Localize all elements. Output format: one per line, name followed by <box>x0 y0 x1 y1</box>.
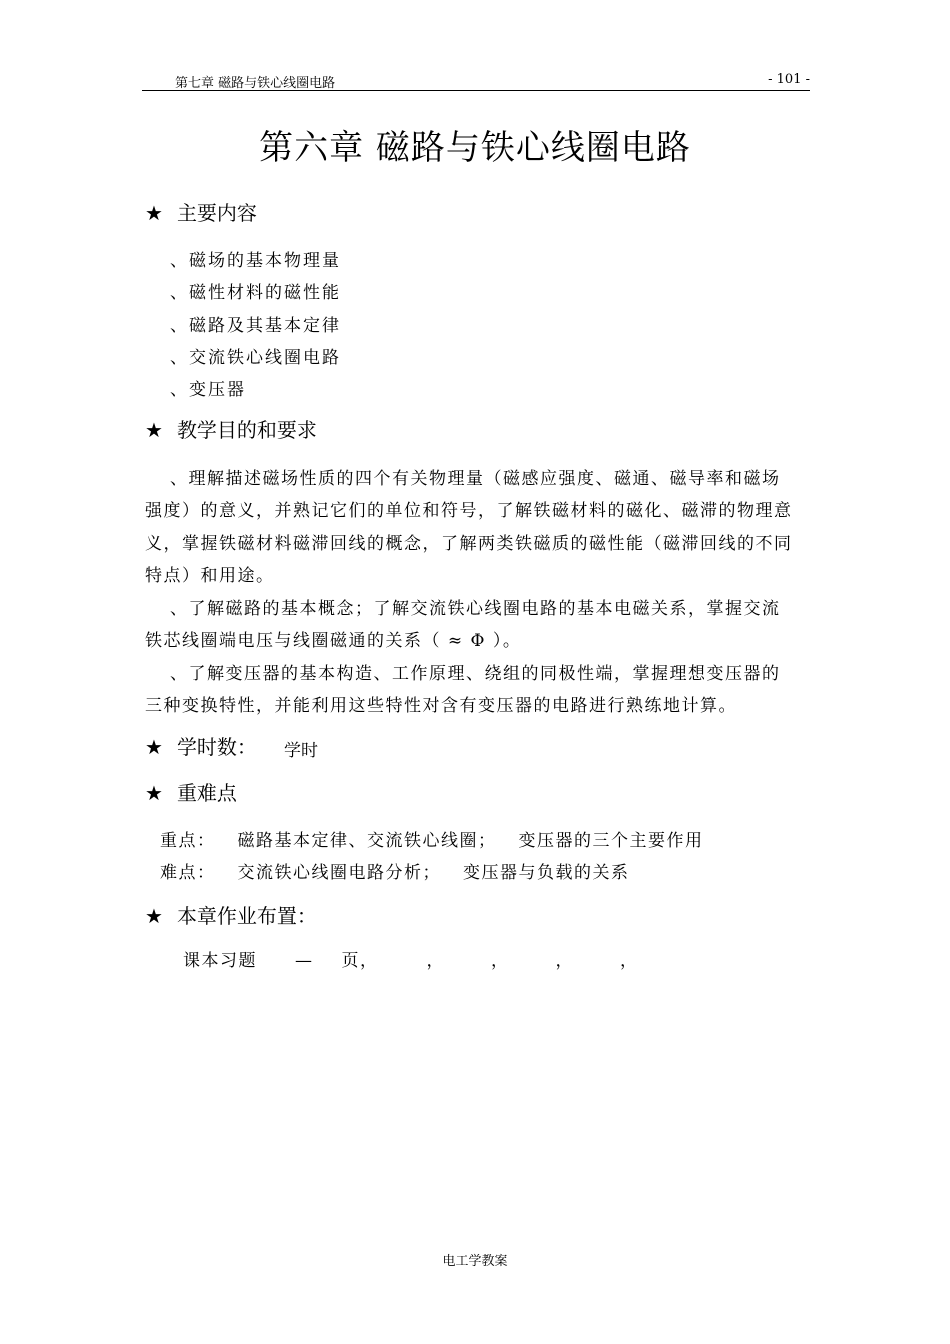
homework-separator: ， <box>555 951 574 971</box>
homework-separator: ， <box>426 951 445 971</box>
homework-line <box>183 946 639 971</box>
paragraph-line: 、了解磁路的基本概念；了解交流铁心线圈电路的基本电磁关系，掌握交流 <box>170 599 781 619</box>
page-title: 第六章 磁路与铁心线圈电路 <box>259 128 691 168</box>
key-label: 重点： <box>160 831 216 851</box>
paragraph-line: 铁芯线圈端电压与线圈磁通的关系（ ≈ Φ ）。 <box>145 631 522 651</box>
running-header-page-number: - 101 - <box>768 72 810 87</box>
section-goals-heading <box>145 414 317 443</box>
section-homework-heading <box>145 900 317 929</box>
star-icon: ★ <box>145 904 163 928</box>
header-rule <box>142 90 810 91</box>
paragraph-line: 强度）的意义，并熟记它们的单位和符号，了解铁磁材料的磁化、磁滞的物理意 <box>145 501 793 521</box>
paragraph-line: 特点）和用途。 <box>145 566 275 586</box>
section-hours-heading <box>145 731 257 760</box>
list-item: 、磁场的基本物理量 <box>170 251 341 271</box>
paragraph-line: 、了解变压器的基本构造、工作原理、绕组的同极性端，掌握理想变压器的 <box>170 664 781 684</box>
difficulty-points-line <box>160 858 630 883</box>
paragraph-line: 三种变换特性，并能利用这些特性对含有变压器的电路进行熟练地计算。 <box>145 696 737 716</box>
list-item: 、磁路及其基本定律 <box>170 316 341 336</box>
homework-separator: ， <box>491 951 510 971</box>
key-item: 磁路基本定律、交流铁心线圈； <box>237 831 497 851</box>
homework-dash: — <box>295 951 314 971</box>
section-key-points-heading <box>145 777 237 806</box>
page-footer: 电工学教案 <box>442 1254 508 1269</box>
running-header-chapter: 第七章 磁路与铁心线圈电路 <box>175 76 336 91</box>
section-main-content-heading <box>145 197 257 226</box>
section-heading-text: 学时数： <box>176 735 257 759</box>
key-item: 变压器的三个主要作用 <box>518 831 704 851</box>
section-heading-text: 本章作业布置： <box>176 904 317 928</box>
difficulty-item: 交流铁心线圈电路分析； <box>237 863 441 883</box>
paragraph-line: 义，掌握铁磁材料磁滞回线的概念，了解两类铁磁质的磁性能（磁滞回线的不同 <box>145 534 793 554</box>
paragraph-line: 、理解描述磁场性质的四个有关物理量（磁感应强度、磁通、磁导率和磁场 <box>170 469 781 489</box>
section-heading-text: 教学目的和要求 <box>176 418 317 442</box>
homework-label: 课本习题 <box>183 951 257 971</box>
star-icon: ★ <box>145 781 163 805</box>
key-points-line <box>160 826 704 851</box>
hours-value: 学时 <box>284 741 318 761</box>
section-heading-text: 主要内容 <box>176 201 257 225</box>
star-icon: ★ <box>145 735 163 759</box>
list-item: 、交流铁心线圈电路 <box>170 348 341 368</box>
star-icon: ★ <box>145 201 163 225</box>
star-icon: ★ <box>145 418 163 442</box>
homework-separator: ， <box>620 951 639 971</box>
difficulty-label: 难点： <box>160 863 216 883</box>
list-item: 、变压器 <box>170 380 246 400</box>
difficulty-item: 变压器与负载的关系 <box>463 863 630 883</box>
list-item: 、磁性材料的磁性能 <box>170 283 341 303</box>
section-heading-text: 重难点 <box>176 781 237 805</box>
homework-page-unit: 页， <box>341 951 379 971</box>
